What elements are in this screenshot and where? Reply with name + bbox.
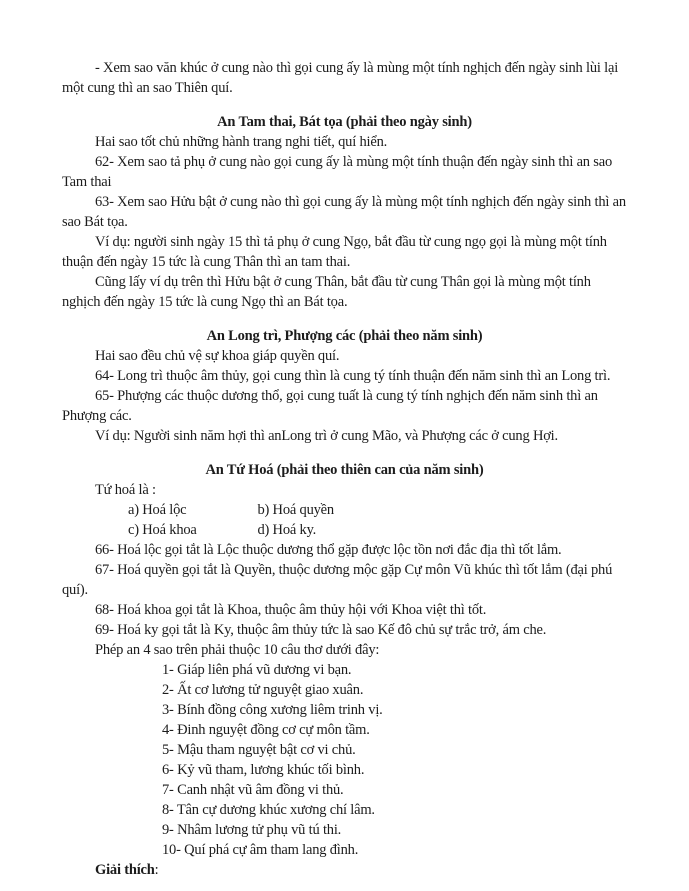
poem-line: 5- Mậu tham nguyệt bật cơ vi chủ.: [162, 742, 356, 758]
poem-line: 1- Giáp liên phá vũ dương vi bạn.: [162, 662, 352, 678]
list-item-d: d) Hoá ky.: [257, 522, 317, 538]
paragraph: Ví dụ: Người sinh năm hợi thì anLong trì ở cung Mão, và Phượng các ở cung Hợi.: [95, 428, 558, 444]
paragraph: 67- Hoá quyền gọi tắt là Quyền, thuộc dương mộc gặp Cự môn Vũ khúc thì tốt lắm (đại phú quí).: [62, 562, 613, 598]
list-item-b: b) Hoá quyền: [257, 502, 334, 518]
two-column-row: [62, 520, 627, 540]
section-heading-long-tri-phuong-cac: An Long trì, Phượng các (phải theo năm sinh): [206, 328, 483, 344]
paragraph: Hai sao đều chủ vệ sự khoa giáp quyền quí.: [95, 348, 340, 364]
paragraph: Hai sao tốt chủ những hành trang nghi tiết, quí hiển.: [95, 134, 388, 150]
poem-line: 9- Nhâm lương tử phụ vũ tú thi.: [162, 822, 342, 838]
poem-line: 7- Canh nhật vũ âm đồng vi thủ.: [162, 782, 344, 798]
paragraph: Tứ hoá là :: [95, 482, 156, 498]
poem-line: 2- Ất cơ lương tử nguyệt giao xuân.: [162, 682, 364, 698]
paragraph: 69- Hoá ky gọi tắt là Ky, thuộc âm thủy tức là sao Kế đô chủ sự trắc trở, ám che.: [95, 622, 547, 638]
poem-line: 8- Tân cự dương khúc xương chí lâm.: [162, 802, 375, 818]
poem-line: 3- Bính đồng công xương liêm trinh vị.: [162, 702, 383, 718]
section-heading-tam-thai-bat-toa: An Tam thai, Bát tọa (phải theo ngày sinh): [217, 114, 472, 130]
paragraph: 68- Hoá khoa gọi tắt là Khoa, thuộc âm thủy hội với Khoa việt thì tốt.: [95, 602, 487, 618]
paragraph: 64- Long trì thuộc âm thủy, gọi cung thìn là cung tý tính thuận đến năm sinh thì an Long trì.: [95, 368, 611, 384]
two-column-row: [62, 500, 627, 520]
poem-line: 4- Đinh nguyệt đồng cơ cự môn tầm.: [162, 722, 370, 738]
paragraph-giai-thich: [62, 860, 627, 880]
paragraph: - Xem sao văn khúc ở cung nào thì gọi cung ấy là mùng một tính nghịch đến ngày sinh lùi lại một cung thì an sao Thiên quí.: [62, 60, 619, 96]
paragraph: Phép an 4 sao trên phải thuộc 10 câu thơ dưới đây:: [95, 642, 380, 658]
paragraph: Ví dụ: người sinh ngày 15 thì tả phụ ở cung Ngọ, bắt đầu từ cung ngọ gọi là mùng một tính thuận đến ngày 15 tức là cung Thân thì an tam thai.: [62, 234, 607, 270]
paragraph: 65- Phượng các thuộc dương thổ, gọi cung tuất là cung tý tính nghịch đến năm sinh thì an Phượng các.: [62, 388, 598, 424]
poem-line: 10- Quí phá cự âm tham lang đình.: [162, 842, 359, 858]
section-heading-tu-hoa: An Tứ Hoá (phải theo thiên can của năm sinh): [205, 462, 484, 478]
bold-label: Giải thích: [95, 862, 155, 878]
colon: :: [154, 862, 159, 878]
paragraph: 63- Xem sao Hửu bật ở cung nào thì gọi cung ấy là mùng một tính nghịch đến ngày sinh thì an sao Bát tọa.: [62, 194, 626, 230]
list-item-a: a) Hoá lộc: [128, 502, 187, 518]
paragraph: Cũng lấy ví dụ trên thì Hửu bật ở cung Thân, bắt đầu từ cung Thân gọi là mùng một tính nghịch đến ngày 15 tức là cung Ngọ thì an Bát tọa.: [62, 274, 591, 310]
paragraph: 66- Hoá lộc gọi tắt là Lộc thuộc dương thổ gặp được lộc tồn nơi đắc địa thì tốt lắm.: [95, 542, 562, 558]
poem-line: 6- Kỷ vũ tham, lương khúc tối bình.: [162, 762, 365, 778]
list-item-c: c) Hoá khoa: [128, 522, 197, 538]
paragraph: 62- Xem sao tả phụ ở cung nào gọi cung ấy là mùng một tính thuận đến ngày sinh thì an sao Tam thai: [62, 154, 613, 190]
